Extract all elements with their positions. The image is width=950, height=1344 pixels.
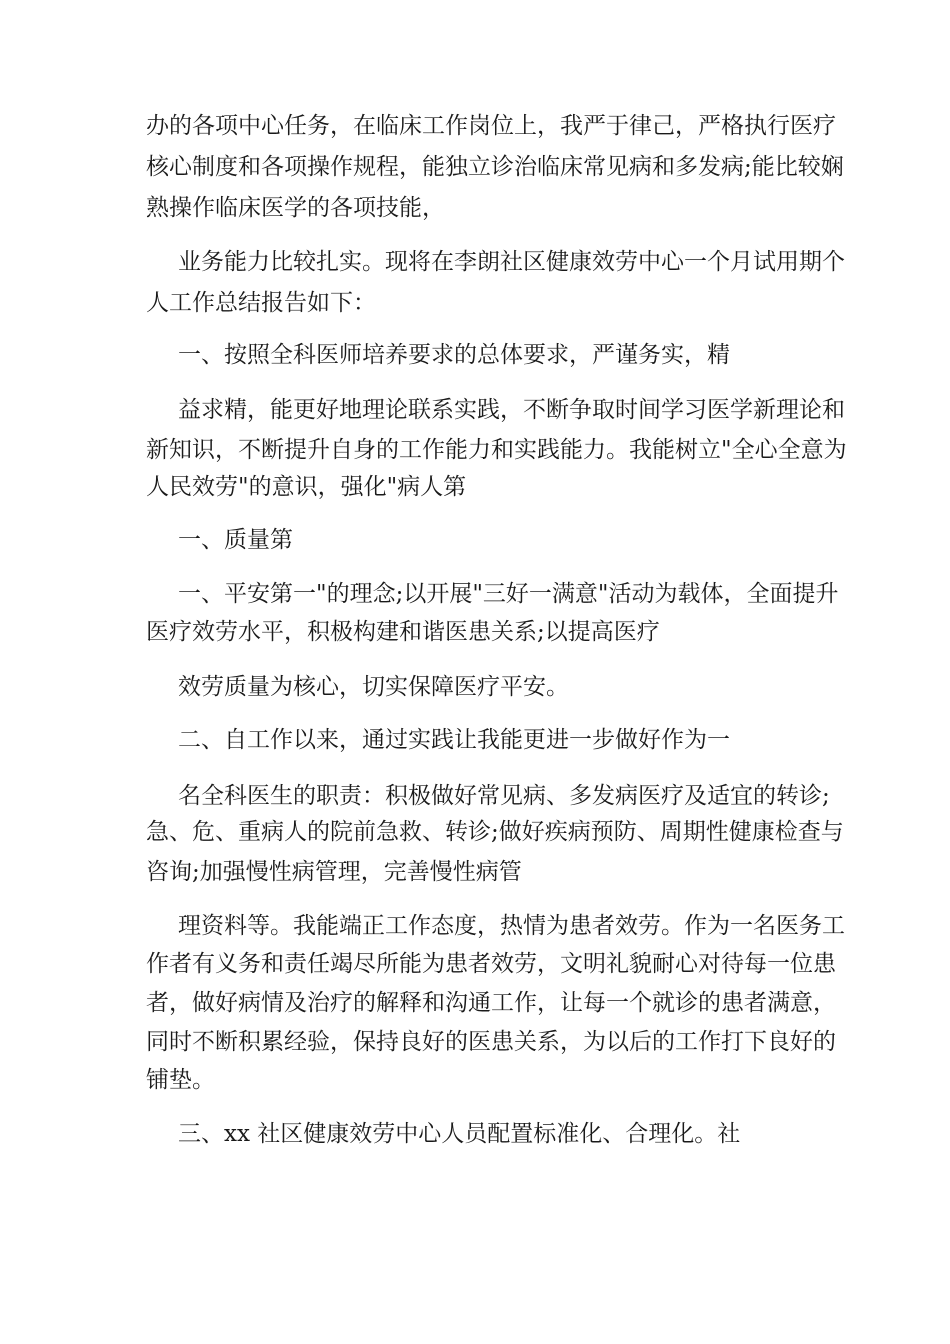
text-line: 理资料等。我能端正工作态度，热情为患者效劳。作为一名医务工	[178, 913, 845, 939]
text-line: 急、危、重病人的院前急救、转诊;做好疾病预防、周期性健康检查与	[146, 819, 844, 845]
text-line: 办的各项中心任务，在临床工作岗位上，我严于律己，严格执行医疗	[146, 113, 836, 139]
text-line: 新知识，不断提升自身的工作能力和实践能力。我能树立"全心全意为	[146, 437, 847, 463]
text-line: 人民效劳"的意识，强化"病人第	[146, 474, 467, 500]
text-line: 一、按照全科医师培养要求的总体要求，严谨务实，精	[178, 342, 730, 368]
text-line: 一、平安第一"的理念;以开展"三好一满意"活动为载体，全面提升	[178, 581, 839, 607]
text-line: 医疗效劳水平，积极构建和谐医患关系;以提高医疗	[146, 619, 660, 645]
text-line: 效劳质量为核心，切实保障医疗平安。	[178, 674, 569, 700]
text-line: 益求精，能更好地理论联系实践，不断争取时间学习医学新理论和	[178, 397, 845, 423]
text-line: 咨询;加强慢性病管理，完善慢性病管	[146, 859, 522, 885]
text-line: 作者有义务和责任竭尽所能为患者效劳，文明礼貌耐心对待每一位患	[146, 951, 836, 977]
text-line: 铺垫。	[146, 1067, 215, 1093]
text-line: 三、xx 社区健康效劳中心人员配置标准化、合理化。社	[178, 1121, 741, 1147]
text-line: 同时不断积累经验，保持良好的医患关系，为以后的工作打下良好的	[146, 1029, 836, 1055]
text-line: 核心制度和各项操作规程，能独立诊治临床常见病和多发病;能比较娴	[146, 154, 844, 180]
text-line: 一、质量第	[178, 527, 293, 553]
text-line: 名全科医生的职责：积极做好常见病、多发病医疗及适宜的转诊;	[178, 783, 830, 809]
text-line: 业务能力比较扎实。现将在李朗社区健康效劳中心一个月试用期个	[178, 249, 845, 275]
text-line: 人工作总结报告如下：	[146, 290, 376, 316]
text-line: 者，做好病情及治疗的解释和沟通工作，让每一个就诊的患者满意，	[146, 990, 836, 1016]
text-line: 二、自工作以来，通过实践让我能更进一步做好作为一	[178, 727, 730, 753]
text-line: 熟操作临床医学的各项技能，	[146, 195, 445, 221]
